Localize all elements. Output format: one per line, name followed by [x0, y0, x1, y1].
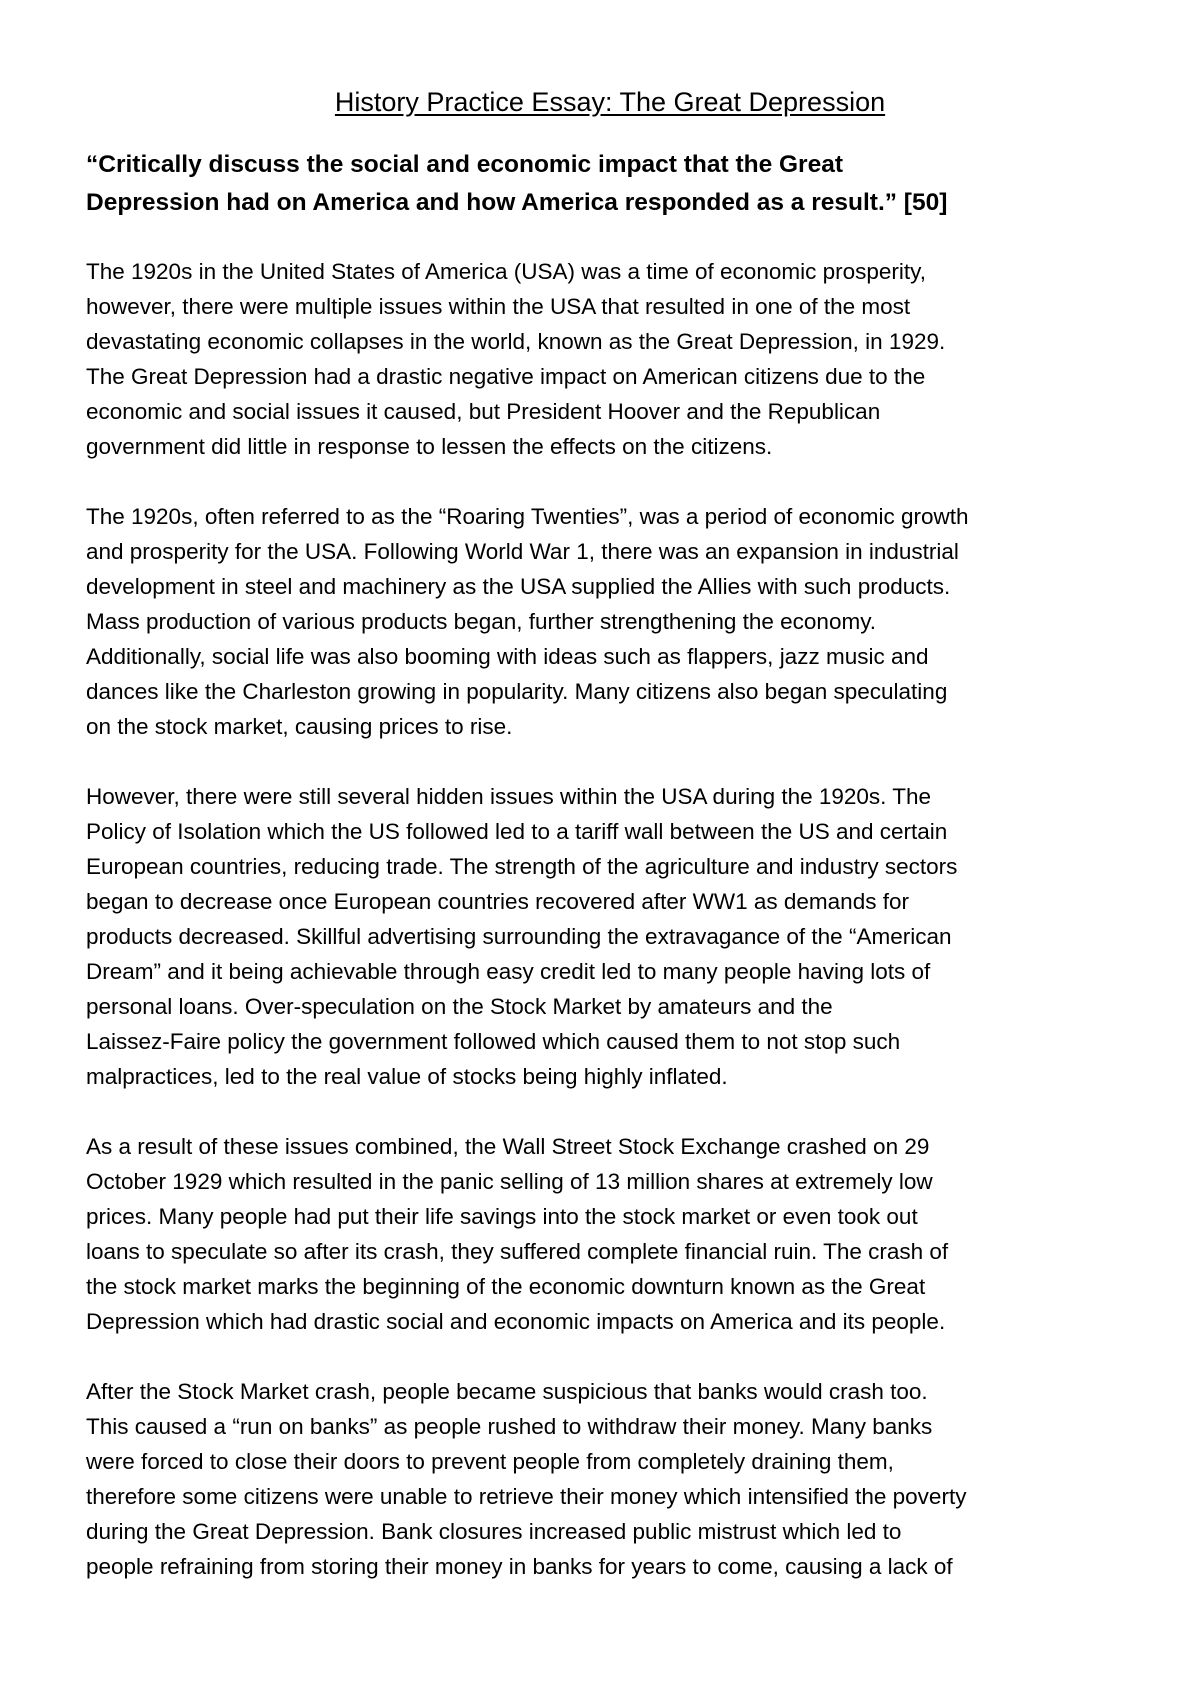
paragraph-introduction — [86, 254, 1134, 464]
paragraph-line: therefore some citizens were unable to retrieve their money which intensified the poverty — [86, 1484, 967, 1509]
paragraph-hidden-issues — [86, 779, 1134, 1094]
paragraph-line: development in steel and machinery as the USA supplied the Allies with such products. — [86, 574, 951, 599]
paragraph-line: Dream” and it being achievable through easy credit led to many people having lots of — [86, 959, 931, 984]
paragraph-line: and prosperity for the USA. Following World War 1, there was an expansion in industrial — [86, 539, 959, 564]
essay-title: History Practice Essay: The Great Depression — [334, 87, 886, 117]
paragraph-run-on-banks — [86, 1374, 1134, 1584]
paragraph-line: malpractices, led to the real value of stocks being highly inflated. — [86, 1064, 728, 1089]
paragraph-line: October 1929 which resulted in the panic selling of 13 million shares at extremely low — [86, 1169, 933, 1194]
paragraph-line: This caused a “run on banks” as people rushed to withdraw their money. Many banks — [86, 1414, 933, 1439]
paragraph-line: As a result of these issues combined, the Wall Street Stock Exchange crashed on 29 — [86, 1134, 930, 1159]
paragraph-line: people refraining from storing their money in banks for years to come, causing a lack of — [86, 1554, 953, 1579]
essay-question-line: “Critically discuss the social and economic impact that the Great — [86, 151, 843, 178]
paragraph-line: The 1920s, often referred to as the “Roaring Twenties”, was a period of economic growth — [86, 504, 969, 529]
paragraph-line: Depression which had drastic social and economic impacts on America and its people. — [86, 1309, 946, 1334]
paragraph-line: on the stock market, causing prices to rise. — [86, 714, 513, 739]
essay-question-line: Depression had on America and how America responded as a result.” [50] — [86, 189, 948, 216]
paragraph-line: loans to speculate so after its crash, they suffered complete financial ruin. The crash of — [86, 1239, 949, 1264]
paragraph-line: products decreased. Skillful advertising surrounding the extravagance of the “American — [86, 924, 952, 949]
paragraph-line: however, there were multiple issues within the USA that resulted in one of the most — [86, 294, 911, 319]
paragraph-line: However, there were still several hidden issues within the USA during the 1920s. The — [86, 784, 932, 809]
paragraph-line: during the Great Depression. Bank closures increased public mistrust which led to — [86, 1519, 902, 1544]
paragraph-line: were forced to close their doors to prevent people from completely draining them, — [86, 1449, 894, 1474]
paragraph-line: the stock market marks the beginning of the economic downturn known as the Great — [86, 1274, 926, 1299]
paragraph-line: began to decrease once European countries recovered after WW1 as demands for — [86, 889, 909, 914]
paragraph-line: personal loans. Over-speculation on the Stock Market by amateurs and the — [86, 994, 833, 1019]
paragraph-line: devastating economic collapses in the world, known as the Great Depression, in 1929. — [86, 329, 946, 354]
paragraph-line: economic and social issues it caused, but President Hoover and the Republican — [86, 399, 881, 424]
paragraph-roaring-twenties — [86, 499, 1134, 744]
paragraph-line: European countries, reducing trade. The strength of the agriculture and industry sectors — [86, 854, 958, 879]
paragraph-line: prices. Many people had put their life savings into the stock market or even took out — [86, 1204, 918, 1229]
document-page — [86, 84, 1134, 1584]
paragraph-line: Mass production of various products began, further strengthening the economy. — [86, 609, 877, 634]
paragraph-line: Laissez-Faire policy the government followed which caused them to not stop such — [86, 1029, 901, 1054]
paragraph-line: Policy of Isolation which the US followed led to a tariff wall between the US and certain — [86, 819, 948, 844]
paragraph-line: government did little in response to lessen the effects on the citizens. — [86, 434, 773, 459]
paragraph-line: After the Stock Market crash, people became suspicious that banks would crash too. — [86, 1379, 928, 1404]
essay-question — [86, 146, 1134, 222]
paragraph-wall-street-crash — [86, 1129, 1134, 1339]
paragraph-line: dances like the Charleston growing in popularity. Many citizens also began speculating — [86, 679, 948, 704]
paragraph-line: The Great Depression had a drastic negative impact on American citizens due to the — [86, 364, 926, 389]
paragraph-line: Additionally, social life was also booming with ideas such as flappers, jazz music and — [86, 644, 929, 669]
paragraph-line: The 1920s in the United States of America (USA) was a time of economic prosperity, — [86, 259, 926, 284]
